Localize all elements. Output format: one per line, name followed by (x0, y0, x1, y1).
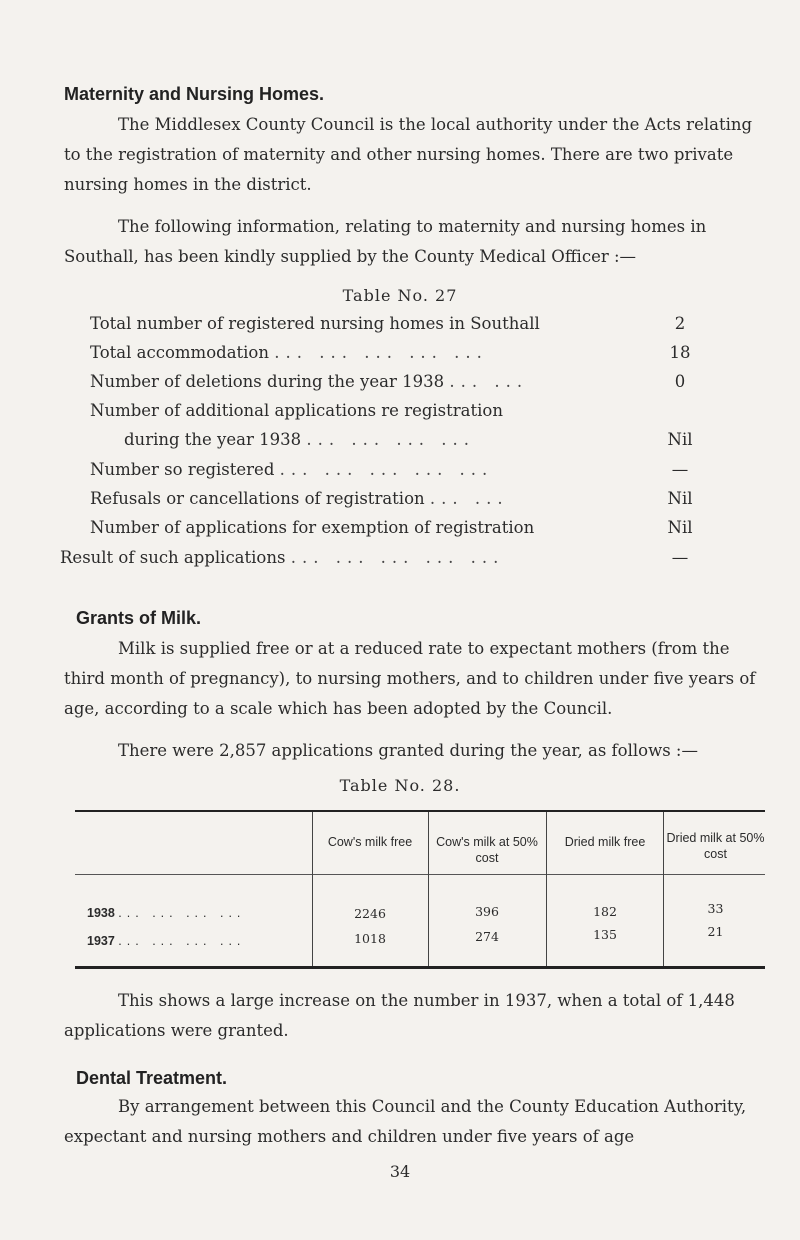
table-27-row (90, 372, 700, 400)
table-28-row-label: 1937 ... ... ... ... (87, 934, 246, 948)
table-27-label: Number of applications for exemption of registration (90, 518, 535, 537)
table-27-label: Number so registered (90, 460, 275, 479)
table-27-value: Nil (667, 489, 693, 508)
leader-dots: ... ... ... ... (118, 906, 246, 920)
grants-paragraph-3: This shows a large increase on the number in 1937, when a total of 1,448 applications were granted. (64, 991, 735, 1040)
table-27-value: — (671, 548, 689, 567)
table-28-cell: 33 (707, 901, 724, 916)
table-28-cell: 2246 (354, 906, 386, 921)
table-27-label: Result of such applications (60, 548, 286, 567)
grants-paragraph-2: There were 2,857 applications granted during the year, as follows :— (118, 741, 698, 760)
header-rule (75, 874, 765, 875)
column-header: Cow's milk free (327, 835, 413, 849)
dental-heading: Dental Treatment. (76, 1068, 228, 1088)
table-27-value: 2 (674, 314, 686, 333)
table-27-value: — (671, 460, 689, 479)
leader-dots: ... ... ... ... (306, 430, 476, 449)
dental-paragraph-1: By arrangement between this Council and the County Education Authority, expectant and nursing mothers and children under five years of age (64, 1097, 747, 1146)
page-number: 34 (389, 1162, 411, 1181)
table-27-label: during the year 1938 (124, 430, 302, 449)
maternity-paragraph-1: The Middlesex County Council is the local authority under the Acts relating to the registration of maternity and other nursing homes. There are two private nursing homes in the district. (64, 115, 753, 194)
table-28-cell: 396 (475, 904, 499, 919)
table-27-row (90, 460, 700, 488)
table-28-cell: 135 (593, 927, 617, 942)
table-27-label: Refusals or cancellations of registration (90, 489, 425, 508)
table-bottom-rule (75, 966, 765, 969)
table-27-row (90, 314, 700, 342)
leader-dots: ... ... (429, 489, 509, 508)
table-28-cell: 182 (593, 904, 617, 919)
maternity-heading: Maternity and Nursing Homes. (64, 84, 325, 104)
leader-dots: ... ... ... ... ... (279, 460, 494, 479)
table-27-value: Nil (667, 430, 693, 449)
table-27-caption: Table No. 27 (342, 286, 458, 305)
table-27-value: 0 (674, 372, 686, 391)
table-27-label: Total accommodation (90, 343, 269, 362)
table-28-cell: 274 (475, 929, 499, 944)
maternity-paragraph-2: The following information, relating to maternity and nursing homes in Southall, has been kindly supplied by the County Medical Officer :— (64, 217, 707, 266)
table-27-label: Total number of registered nursing homes in Southall (90, 314, 540, 333)
table-27-value: Nil (667, 518, 693, 537)
table-27-row (90, 430, 700, 458)
table-27-row (90, 518, 700, 546)
column-divider (663, 812, 664, 966)
table-27-row (60, 548, 700, 576)
leader-dots: ... ... ... ... ... (274, 343, 488, 362)
table-top-rule (75, 810, 765, 812)
column-header: Dried milk free (564, 835, 646, 849)
column-divider (428, 812, 429, 966)
grants-heading: Grants of Milk. (76, 608, 202, 628)
leader-dots: ... ... (449, 372, 529, 391)
table-27-row (90, 489, 700, 517)
table-27-label: Number of deletions during the year 1938 (90, 372, 445, 391)
table-28-cell: 1018 (354, 931, 386, 946)
grants-paragraph-1: Milk is supplied free or at a reduced rate to expectant mothers (from the third month of pregnancy), to nursing mothers, and to children under five years of age, according to a scale which has been adopted by the Council. (64, 639, 756, 718)
column-header: Cow's milk at 50% cost (436, 835, 538, 865)
column-divider (312, 812, 313, 966)
column-header: Dried milk at 50% cost (666, 831, 765, 861)
table-28-cell: 21 (707, 924, 724, 939)
table-27-row (90, 401, 700, 429)
table-28-caption: Table No. 28. (339, 776, 461, 795)
table-28-row-label: 1938 ... ... ... ... (87, 906, 246, 920)
leader-dots: ... ... ... ... (118, 934, 246, 948)
leader-dots: ... ... ... ... ... (290, 548, 505, 567)
table-27-row (90, 343, 700, 371)
table-27-label: Number of additional applications re registration (90, 401, 503, 420)
table-28 (75, 810, 765, 970)
table-27-value: 18 (669, 343, 691, 362)
column-divider (546, 812, 547, 966)
